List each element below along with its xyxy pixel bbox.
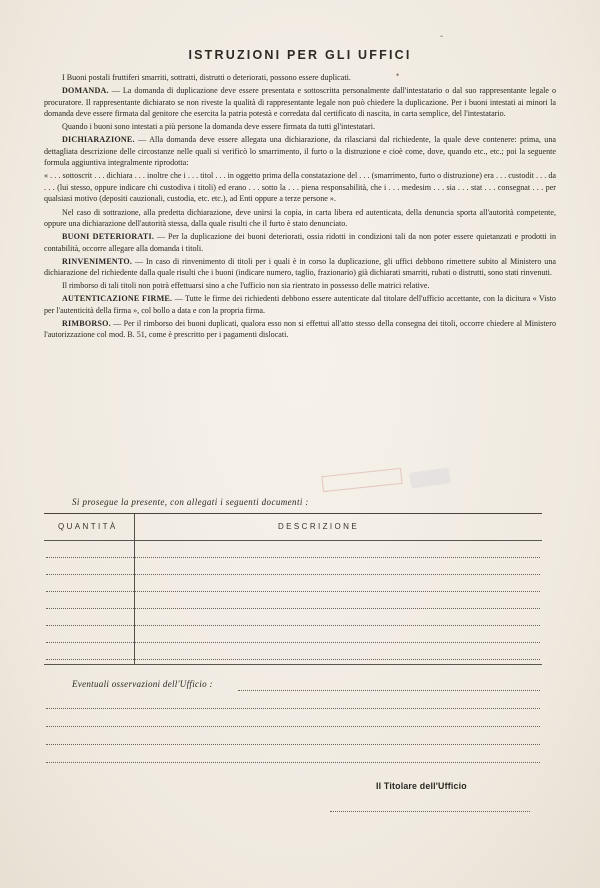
document-entry-line[interactable] — [46, 557, 540, 558]
autenticazione-heading: AUTENTICAZIONE FIRME. — [62, 294, 173, 304]
documents-table — [44, 513, 542, 666]
dichiarazione-heading: DICHIARAZIONE. — [62, 135, 135, 145]
rimborso-paragraph — [44, 318, 556, 341]
observations-heading: Eventuali osservazioni dell'Ufficio : — [72, 679, 213, 689]
deteriorati-heading: BUONI DETERIORATI. — [62, 232, 155, 242]
domanda-paragraph — [44, 85, 556, 120]
document-entry-line[interactable] — [46, 625, 540, 626]
rinvenimento-text: — In caso di rinvenimento di titoli per i quali è in corso la duplicazione, gli uffici debbono rimettere subito al Ministero una dichiarazione del richiedente dalla quale risulti che i buoni (indicare numero, taglio, frazionario) già dichiarati smarriti, rubati o distrutti, sono stati rinvenuti. — [44, 256, 556, 278]
table-bottom-rule — [44, 664, 542, 665]
column-header-quantita: QUANTITÀ — [58, 522, 118, 531]
observations-line[interactable] — [46, 762, 540, 763]
domanda-heading: DOMANDA. — [62, 86, 109, 96]
autenticazione-text: — Tutte le firme dei richiedenti debbono essere autenticate dal titolare dell'ufficio accettante, con la dicitura « Visto per l'autenticità della firma », col bollo a data e con la propria firma. — [44, 294, 556, 315]
document-entry-line[interactable] — [46, 659, 540, 660]
faded-ink-mark — [409, 467, 451, 488]
instructions-body — [44, 72, 556, 343]
header-divider — [44, 540, 542, 541]
deteriorati-paragraph — [44, 231, 556, 254]
document-entry-line[interactable] — [46, 642, 540, 643]
observations-line[interactable] — [46, 708, 540, 709]
observations-line[interactable] — [46, 744, 540, 745]
observations-line[interactable] — [46, 726, 540, 727]
column-header-descrizione: DESCRIZIONE — [278, 522, 360, 531]
domanda-more-paragraph: Quando i buoni sono intestati a più persone la domanda deve essere firmata da tutti gl'intestatari. — [62, 122, 375, 132]
domanda-text: — La domanda di duplicazione deve essere presentata e sottoscritta personalmente dall'intestatario o dal suo rappresentante legale o procuratore. Il rappresentante dichiarato se non riveste la qualità di rappresentante legale non può chiedere la duplicazione. Per i buoni intestati ai minori la domanda deve essere firmata dal genitore che esercita la patria potestà e corredata dal certificato di nascita, in carta semplice, del l'intestatario. — [44, 86, 556, 119]
dichiarazione-text: — Alla domanda deve essere allegata una dichiarazione, da rilasciarsi dal richiedente, la quale deve contenere: prima, una dettagliata descrizione delle circostanze nelle quali si verificò lo smarrimento, il furto o la distruzione e cioè come, dove, quando etc., etc.; poi la seguente formula aggiuntiva integralmente riprodotta: — [44, 135, 556, 168]
document-entry-line[interactable] — [46, 608, 540, 609]
signature-line[interactable] — [330, 811, 530, 812]
ink-speck: ˇ — [440, 34, 443, 44]
observations-line[interactable] — [238, 690, 540, 691]
sottrazione-paragraph: Nel caso di sottrazione, alla predetta dichiarazione, deve unirsi la copia, in carta libera ed autenticata, della denuncia sporta all'autorità competente, oppure una dichiarazione dell'autorità stessa, dalla quale risulti che il furto è stato denunciato. — [44, 207, 556, 229]
deteriorati-text: — Per la duplicazione dei buoni deteriorati, ossia ridotti in condizioni tali da non poter essere quietanzati e prodotti in contabilità, occorre allegare alla domanda i titoli. — [44, 232, 556, 253]
document-entry-line[interactable] — [46, 574, 540, 575]
documents-heading: Si prosegue la presente, con allegati i seguenti documenti : — [72, 497, 309, 507]
rinvenimento-paragraph — [44, 256, 556, 279]
autenticazione-paragraph — [44, 293, 556, 316]
formula-paragraph: « . . . sottoscrit . . . dichiara . . . inoltre che i . . . titol . . . in oggetto prima della constatazione del . . . (smarrimento, furto o distruzione) era . . . custodit . . . da . . . (lui stesso, oppure indicare chi custodiva i titoli) ed erano . . . sotto la . . . piena responsabilità, che i . . . medesim . . . sia . . . stat . . . consegnat . . . per qualsiasi motivo (depositi cauzionali, custodia, etc. etc.), ad Enti oppure a terze persone ». — [44, 171, 556, 204]
dichiarazione-paragraph — [44, 134, 556, 169]
signature-label: Il Titolare dell'Ufficio — [376, 781, 467, 791]
faded-stamp — [321, 468, 402, 492]
ink-speck: • — [396, 70, 400, 80]
page-title: ISTRUZIONI PER GLI UFFICI — [188, 48, 412, 62]
rimborso-text: — Per il rimborso dei buoni duplicati, qualora esso non si effettui all'atto stesso della consegna dei titoli, occorre chiedere al Ministero l'autorizzazione col mod. B. 51, come è prescritto per i pagamenti dislocati. — [44, 318, 556, 340]
rimborso-titoli-paragraph: Il rimborso di tali titoli non potrà effettuarsi sino a che l'ufficio non sia rientrato in possesso delle matrici relative. — [62, 281, 430, 291]
rinvenimento-heading: RINVENIMENTO. — [62, 256, 133, 266]
rimborso-heading: RIMBORSO. — [62, 318, 111, 328]
document-entry-line[interactable] — [46, 591, 540, 592]
intro-paragraph: I Buoni postali fruttiferi smarriti, sottratti, distrutti o deteriorati, possono essere duplicati. — [62, 73, 351, 82]
